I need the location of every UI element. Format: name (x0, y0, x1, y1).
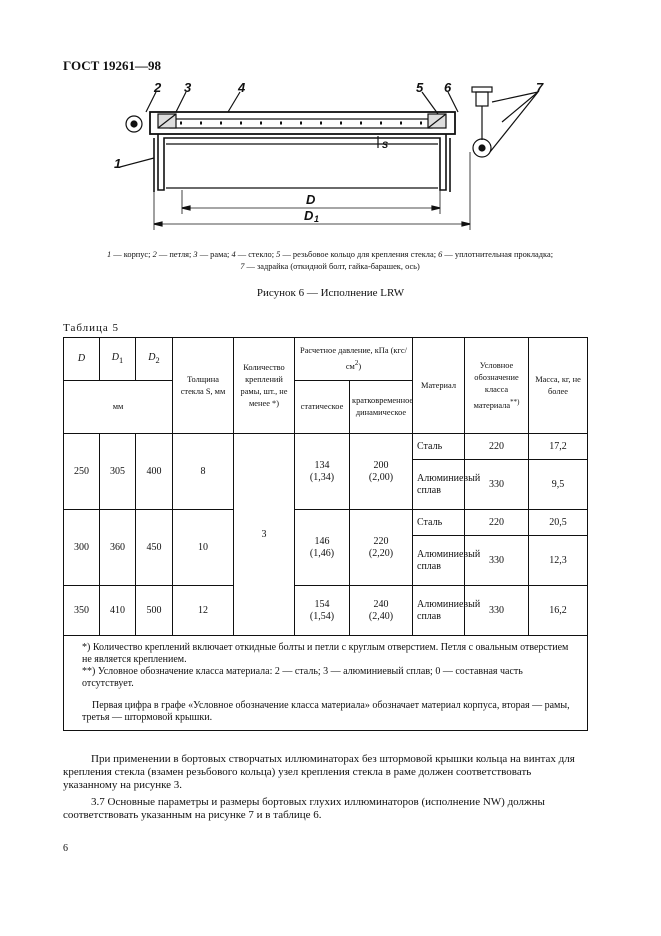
table-row: Алюминиевый сплав 330 12,3 (64, 536, 588, 586)
table-notes-row (64, 636, 588, 731)
table-row: 350 410 500 12 154 (1,54) 240 (2,40) Алюминиевый сплав 330 16,2 (64, 586, 588, 636)
header-d2: $D_2$ (136, 338, 173, 381)
table-notes: *) Количество креплений включает откидные болты и петли с круглым отверстием. Петля с овальным отверстием не является креплением. **) Условное обозначение класса материала: 2 — сталь; 3 — алюминиевый сплав; 0 — составная часть отсутствует. Первая цифра в графе «Условное обозначение класса материала» обозначает материал корпуса, вторая — рамы, третья — штормовой крышки. (64, 636, 588, 731)
body-paragraph-1: При применении в бортовых створчатых иллюминаторах без штормовой крышки кольца на винтах для крепления стекла (взамен резьбового кольца) узел крепления стекла в раме должен соответствовать указанному на рисунке 3. (63, 753, 575, 791)
figure-legend: 1 — корпус; 2 — петля; 3 — рама; 4 — стекло; 5 — резьбовое кольцо для крепления стекла; 6 — уплотнительная прокладка; 7 — задрайка (откидной болт, гайка-барашек, ось) (106, 250, 554, 271)
dim-d1-label: D (304, 208, 314, 223)
page-number: 6 (63, 843, 68, 854)
standard-header: ГОСТ 19261—98 (63, 58, 162, 73)
callout-4: 4 (238, 82, 246, 95)
header-short: кратковременное динамическое (350, 381, 413, 434)
parameters-table (63, 337, 588, 731)
header-pressure: Расчетное давление, кПа $(кгс/см^2)$ (295, 338, 413, 381)
dim-d1-sub: 1 (314, 214, 320, 224)
header-material: Материал (413, 338, 465, 434)
header-thickness: Толщина стекла S, мм (173, 338, 234, 434)
callout-1: 1 (114, 156, 122, 171)
table-caption: Таблица 5 (63, 322, 120, 334)
table-row: Алюминиевый сплав 330 9,5 (64, 460, 588, 510)
dim-d-label: D (306, 192, 316, 207)
body-paragraph-2: 3.7 Основные параметры и размеры бортовых глухих иллюминаторов (исполнение NW) должны соответствовать указанным на рисунке 7 и в таблице 6. (63, 796, 545, 821)
technical-drawing (110, 82, 560, 232)
header-mass: Масса, кг, не более (529, 338, 588, 434)
table-row: 300 360 450 10 146 (1,46) 220 (2,20) Сталь 220 20,5 (64, 510, 588, 536)
dim-s-label: S (382, 140, 389, 150)
header-units: мм (64, 381, 173, 434)
callout-7: 7 (536, 82, 544, 95)
callout-6: 6 (444, 82, 452, 95)
header-d: D (64, 338, 100, 381)
fasteners-value: 3 (234, 434, 295, 636)
table-row: 250 305 400 8 3 134 (1,34) 200 (2,00) Сталь 220 17,2 (64, 434, 588, 460)
header-fasteners: Количество креплений рамы, шт., не менее *) (234, 338, 295, 434)
header-d1: $D_1$ (100, 338, 136, 381)
header-static: статическое (295, 381, 350, 434)
header-class: Условное обозначение класса материала**) (465, 338, 529, 434)
callout-5: 5 (416, 82, 424, 95)
callout-3: 3 (184, 82, 192, 95)
figure-caption: Рисунок 6 — Исполнение LRW (256, 287, 405, 299)
callout-2: 2 (154, 82, 162, 95)
